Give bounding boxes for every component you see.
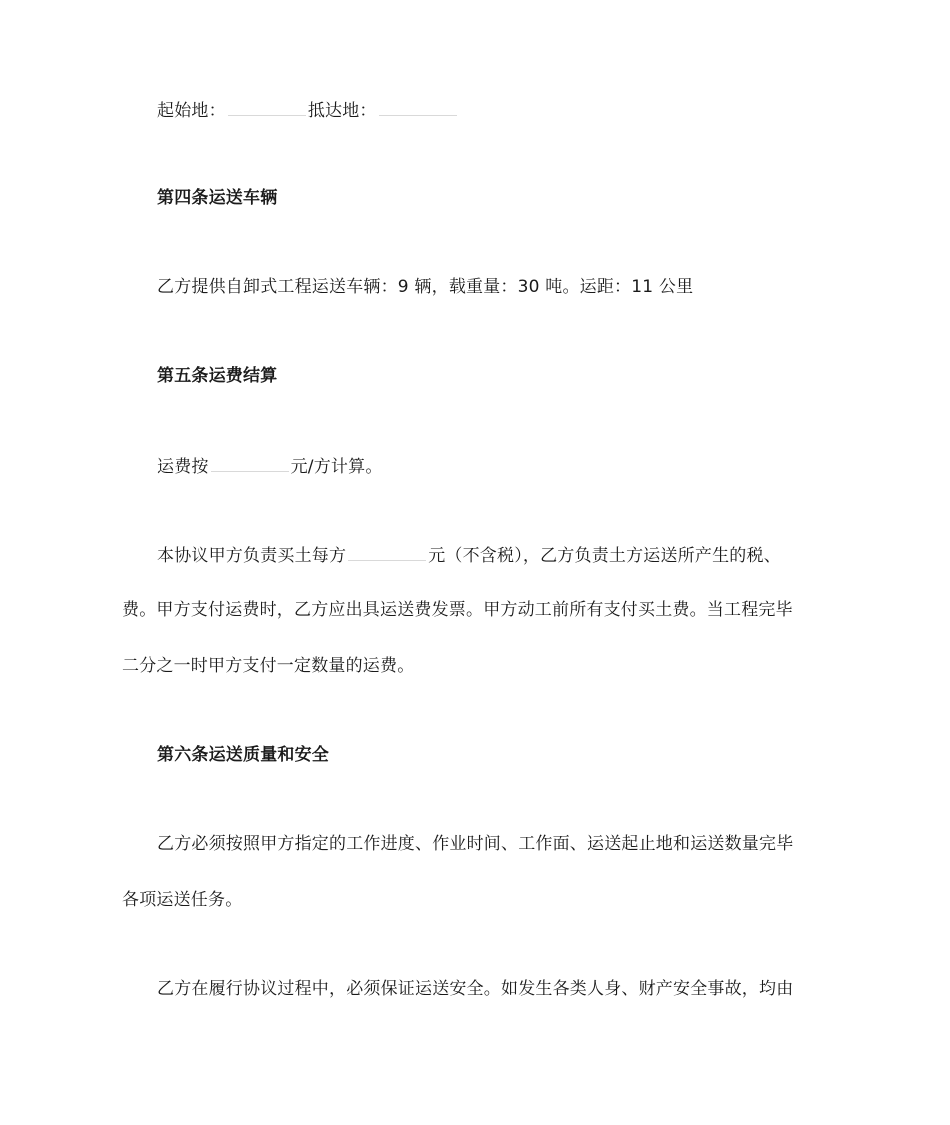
payment-paragraph-line-1 xyxy=(157,542,781,568)
quality-paragraph-line-1: 乙方必须按照甲方指定的工作进度、作业时间、工作面、运送起止地和运送数量完毕 xyxy=(157,834,794,854)
freight-rate-blank xyxy=(211,453,289,472)
safety-paragraph-line-1: 乙方在履行协议过程中，必须保证运送安全。如发生各类人身、财产安全事故，均由 xyxy=(157,979,794,999)
article-4-text: 乙方提供自卸式工程运送车辆：9 辆，载重量：30 吨。运距：11 公里 xyxy=(157,277,694,297)
article-6-heading: 第六条运送质量和安全 xyxy=(157,745,329,765)
soil-price-blank xyxy=(348,542,426,561)
origin-blank xyxy=(228,97,306,116)
payment-paragraph-line-3: 二分之一时甲方支付一定数量的运费。 xyxy=(122,656,415,676)
payment-paragraph-line-2: 费。甲方支付运费时，乙方应出具运送费发票。甲方动工前所有支付买土费。当工程完毕 xyxy=(122,600,793,620)
origin-destination-line xyxy=(157,97,459,123)
article-5-heading: 第五条运费结算 xyxy=(157,366,278,386)
soil-price-prefix: 本协议甲方负责买土每方 xyxy=(157,546,347,566)
freight-rate-prefix: 运费按 xyxy=(157,457,209,477)
soil-price-suffix: 元（不含税），乙方负责土方运送所产生的税、 xyxy=(428,546,781,566)
destination-blank xyxy=(379,97,457,116)
quality-paragraph-line-2: 各项运送任务。 xyxy=(122,890,243,910)
origin-label: 起始地： xyxy=(157,101,226,121)
freight-rate-suffix: 元/方计算。 xyxy=(290,457,383,477)
freight-rate-line xyxy=(157,453,383,479)
article-4-heading: 第四条运送车辆 xyxy=(157,188,278,208)
destination-label: 抵达地： xyxy=(307,101,377,121)
